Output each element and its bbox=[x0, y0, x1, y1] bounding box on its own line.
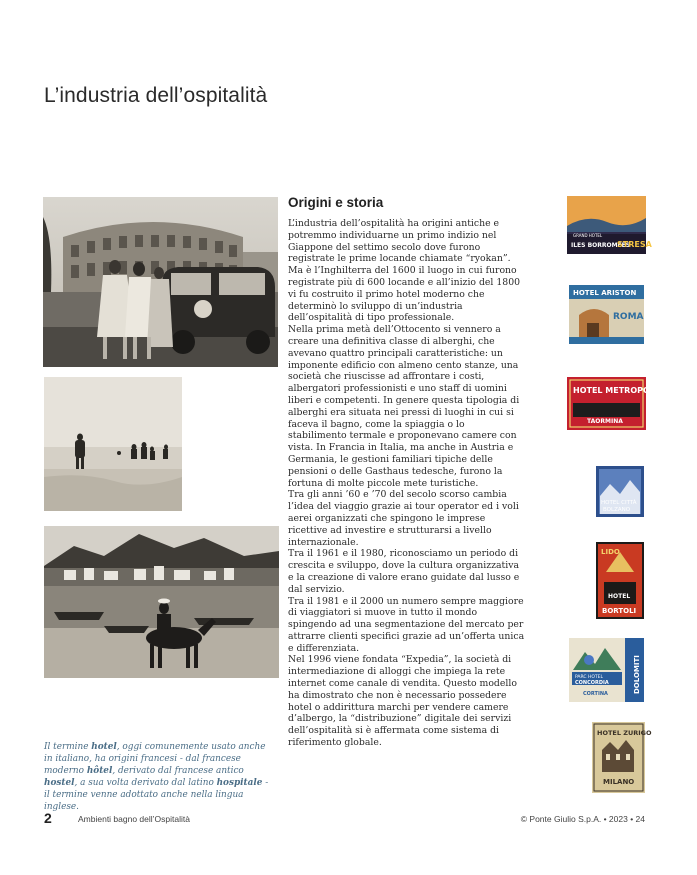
cortina-hotel-label bbox=[569, 638, 644, 702]
harbor-photo bbox=[44, 526, 279, 678]
bolzano-hotel-label bbox=[596, 466, 644, 517]
svg-text:PARC HOTEL: PARC HOTEL bbox=[575, 675, 604, 680]
page-title: L’industria dell’ospitalità bbox=[44, 84, 268, 107]
svg-text:HOTEL METROPOLE: HOTEL METROPOLE bbox=[573, 386, 661, 395]
section-title: Origini e storia bbox=[288, 195, 384, 210]
svg-text:ROMA: ROMA bbox=[613, 312, 644, 322]
paragraph: Nel 1996 viene fondata “Expedia”, la società di intermediazione di alloggi che impiega la rete internet come canale di vendita. Questo modello ha dimostrato che non è necessario possedere hotel o addirittura marchi per vendere camere d’albergo, la “distribuzione” digitale dei servizi dell’ospitalità si è affermata come sistema di riferimento globale. bbox=[288, 654, 517, 749]
svg-text:HOTEL CITTÀ: HOTEL CITTÀ bbox=[601, 500, 637, 506]
svg-text:DOLOMITI: DOLOMITI bbox=[633, 655, 641, 694]
footer-publication-title: Ambienti bagno dell’Ospitalità bbox=[78, 814, 190, 824]
svg-text:CORTINA: CORTINA bbox=[583, 691, 608, 697]
taormina-hotel-label bbox=[567, 377, 661, 430]
svg-text:CONCORDIA: CONCORDIA bbox=[575, 680, 609, 686]
colosseum-photo bbox=[43, 197, 278, 367]
paragraph: Tra il 1981 e il 2000 un numero sempre maggiore di viaggiatori si muove in tutto il mondo spingendo ad una segmentazione del mercato per attrarre clienti specifici grazie ad un’offerta unica e differenziata. bbox=[288, 595, 525, 654]
stresa-hotel-label bbox=[567, 196, 652, 254]
paragraph: L’industria dell’ospitalità ha origini antiche e potremmo individuarne un primo indizio nel Giappone del settimo secolo dove furono registrate le prime locande chiamate “ryokan”. Ma è l’Inghilterra del 1600 il luogo in cui furono registrate più di 600 locande e all’inizio del 1800 vi fu costruito il primo hotel moderno che determinò lo sviluppo di un’industria dell’ospitalità di tipo professionale. bbox=[288, 218, 521, 324]
svg-text:TAORMINA: TAORMINA bbox=[587, 418, 623, 425]
paragraph: Tra gli anni ’60 e ’70 del secolo scorso cambia l’idea del viaggio grazie ai tour operator ed i voli aerei organizzati che spingono le imprese ricettive ad investire e strutturarsi a livello internazionale. bbox=[288, 489, 519, 548]
roma-hotel-label bbox=[569, 285, 644, 344]
milano-hotel-label bbox=[592, 722, 652, 793]
svg-text:LIDO: LIDO bbox=[601, 548, 620, 556]
svg-text:HOTEL: HOTEL bbox=[608, 593, 631, 600]
svg-text:BOLZANO: BOLZANO bbox=[603, 507, 631, 513]
svg-text:BORTOLI: BORTOLI bbox=[602, 607, 637, 615]
footer-copyright: © Ponte Giulio S.p.A. • 2023 • 24 bbox=[520, 814, 645, 824]
article-body bbox=[288, 218, 526, 749]
svg-text:HOTEL ZURIGO: HOTEL ZURIGO bbox=[597, 729, 652, 737]
svg-text:STRESA: STRESA bbox=[617, 240, 652, 249]
svg-text:MILANO: MILANO bbox=[603, 778, 635, 786]
svg-text:HOTEL ARISTON: HOTEL ARISTON bbox=[573, 289, 637, 297]
photo-caption: Il termine hotel, oggi comunemente usato anche in italiano, ha origini francesi - dal francese moderno hôtel, derivato dal francese antico hostel, a sua volta derivato dal latino hospitale - il termine venne adottato anche nella lingua inglese. bbox=[44, 742, 269, 812]
bortoli-hotel-label bbox=[596, 542, 644, 619]
page-number: 2 bbox=[44, 810, 52, 826]
paragraph: Nella prima metà dell’Ottocento si vennero a creare una definitiva classe di alberghi, che avevano quattro principali caratteristiche: un imponente edificio con almeno cento stanze, una società che riuscisse ad affrontare i costi, albergatori professionisti e uno staff di uomini liberi e competenti. In genere questa tipologia di alberghi era situata nei pressi di luoghi in cui si faceva il bagno, come la spiaggia o lo stabilimento termale e proponevano camere con vista. In Francia in Italia, ma anche in Austria e Germania, le gestioni familiari tipiche delle pensioni o delle Gasthaus tedesche, furono la fortuna di molte piccole mete turistiche. bbox=[288, 324, 520, 489]
paragraph: Tra il 1961 e il 1980, riconosciamo un periodo di crescita e sviluppo, dove la cultura organizzativa e la creazione di valore erano guidate dal lusso e dal servizio. bbox=[288, 548, 520, 595]
svg-text:ILES BORROMEES: ILES BORROMEES bbox=[571, 242, 631, 249]
svg-text:GRAND HOTEL: GRAND HOTEL bbox=[573, 233, 603, 238]
beach-photo bbox=[44, 377, 182, 511]
